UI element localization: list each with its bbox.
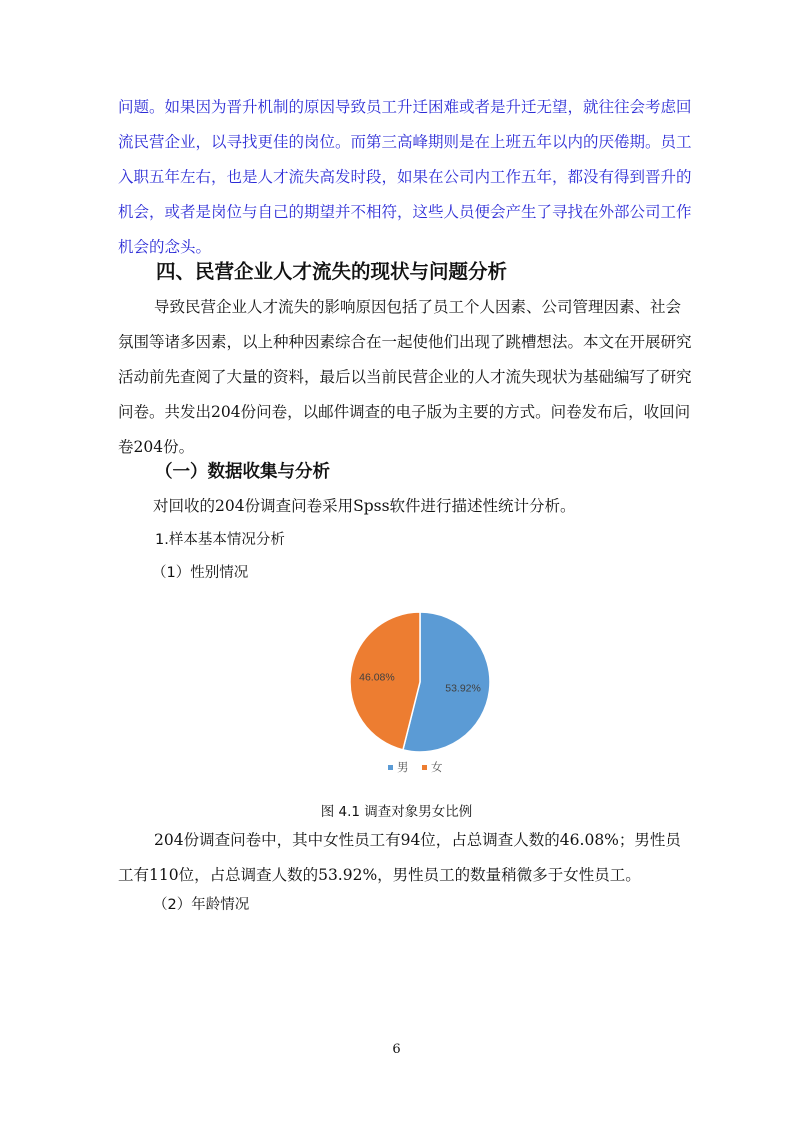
legend-label-male: 男 <box>397 760 409 774</box>
paragraph-analysis: 对回收的204份调查问卷采用Spss软件进行描述性统计分析。 <box>153 497 576 515</box>
section-heading: 四、民营企业人才流失的现状与问题分析 <box>156 260 508 283</box>
gender-pie-chart <box>320 598 520 788</box>
paragraph-intro: 问题。如果因为晋升机制的原因导致员工升迁困难或者是升迁无望，就往往会考虑回流民营企业，以寻找更佳的岗位。而第三高峰期则是在上班五年以内的厌倦期。员工入职五年左右，也是人才流失高发时段，如果在公司内工作五年，都没有得到晋升的机会，或者是岗位与自己的期望并不相符，这些人员便会产生了寻找在外部公司工作机会的念头。 <box>118 98 692 256</box>
pie-data-label-female: 46.08% <box>359 671 395 684</box>
paragraph-section4: 导致民营企业人才流失的影响原因包括了员工个人因素、公司管理因素、社会氛围等诸多因素，以上种种因素综合在一起使他们出现了跳槽想法。本文在开展研究活动前先查阅了大量的资料，最后以当前民营企业的人才流失现状为基础编写了研究问卷。共发出204份问卷，以邮件调查的电子版为主要的方式。问卷发布后，收回问卷204份。 <box>118 298 692 456</box>
page-number: 6 <box>392 1042 401 1057</box>
subsection-heading: （一）数据收集与分析 <box>155 462 330 482</box>
subitem-heading-gender: （1）性别情况 <box>152 565 249 581</box>
subitem-heading-age: （2）年龄情况 <box>153 897 250 913</box>
legend-swatch-female <box>422 765 427 770</box>
legend-swatch-male <box>388 765 393 770</box>
paragraph-gender-result: 204份调查问卷中，其中女性员工有94位，占总调查人数的46.08%；男性员工有110位，占总调查人数的53.92%，男性员工的数量稍微多于女性员工。 <box>118 831 681 884</box>
figure-caption: 图 4.1 调查对象男女比例 <box>320 804 473 820</box>
legend-label-female: 女 <box>431 760 443 774</box>
item-heading: 1.样本基本情况分析 <box>155 532 285 548</box>
pie-data-label-male: 53.92% <box>445 682 481 695</box>
